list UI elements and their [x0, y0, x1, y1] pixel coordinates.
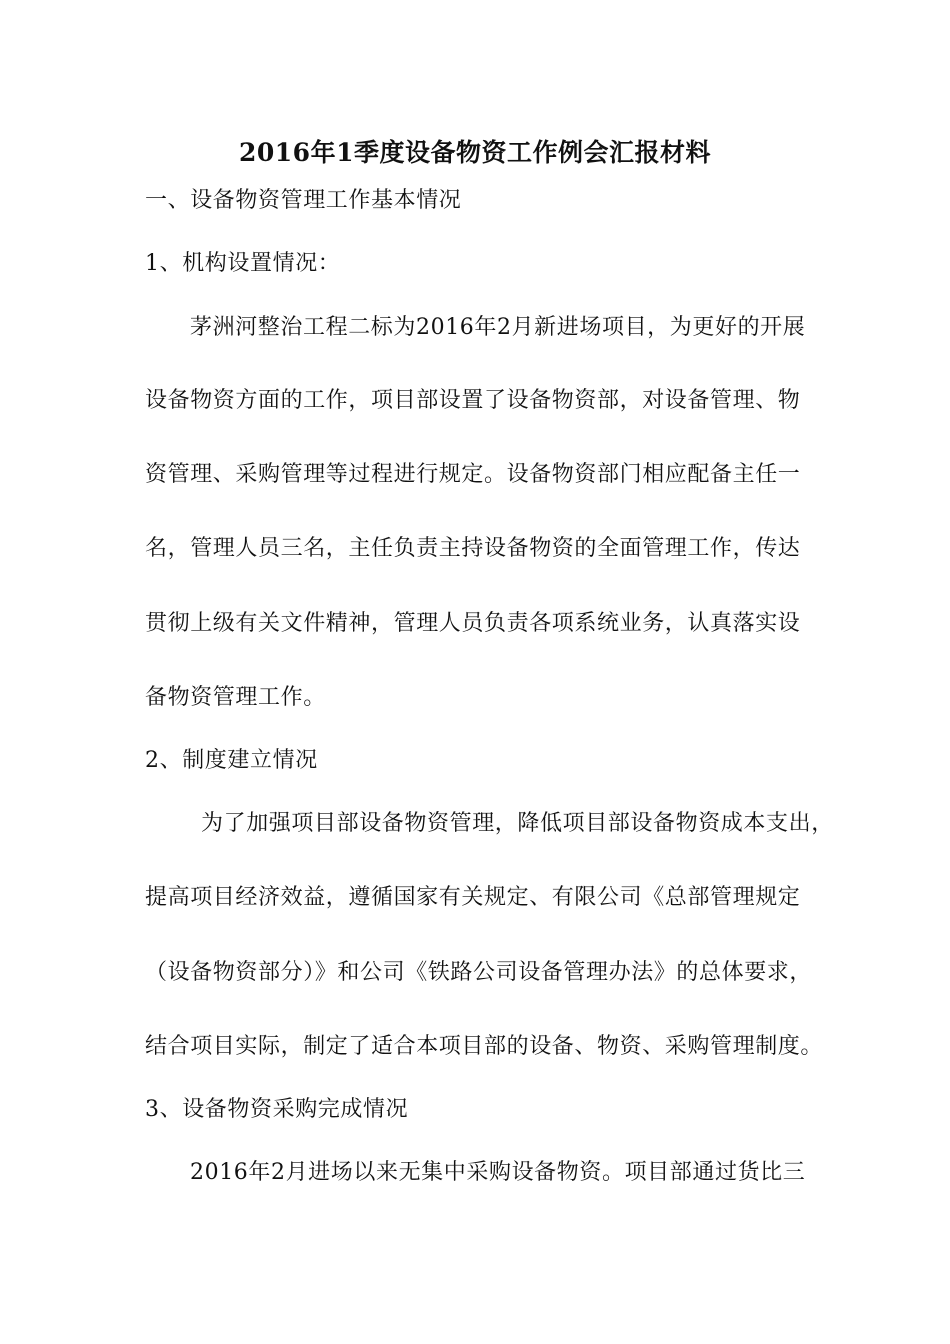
paragraph-line: 提高项目经济效益，遵循国家有关规定、有限公司《总部管理规定: [145, 885, 801, 910]
document-title: 2016年1季度设备物资工作例会汇报材料: [239, 138, 711, 167]
paragraph-line: 资管理、采购管理等过程进行规定。设备物资部门相应配备主任一: [145, 462, 801, 487]
paragraph-line: 名，管理人员三名，主任负责主持设备物资的全面管理工作，传达: [145, 536, 801, 561]
paragraph-line: 为了加强项目部设备物资管理，降低项目部设备物资成本支出，: [201, 811, 834, 836]
section-heading: 一、设备物资管理工作基本情况: [145, 188, 462, 213]
subsection-heading-3: 3、设备物资采购完成情况: [145, 1097, 409, 1122]
subsection-heading-1: 1、机构设置情况：: [145, 251, 341, 276]
paragraph-line: 贯彻上级有关文件精神，管理人员负责各项系统业务，认真落实设: [145, 611, 801, 636]
paragraph-line: 茅洲河整治工程二标为2016年2月新进场项目，为更好的开展: [190, 315, 806, 340]
paragraph-line: 结合项目实际，制定了适合本项目部的设备、物资、采购管理制度。: [145, 1034, 824, 1059]
subsection-heading-2: 2、制度建立情况: [145, 748, 318, 773]
paragraph-line: 备物资管理工作。: [145, 685, 326, 710]
paragraph-line: 设备物资方面的工作，项目部设置了设备物资部，对设备管理、物: [145, 388, 801, 413]
paragraph-line: （设备物资部分）》和公司《铁路公司设备管理办法》的总体要求，: [145, 960, 813, 985]
paragraph-line: 2016年2月进场以来无集中采购设备物资。项目部通过货比三: [190, 1160, 806, 1185]
